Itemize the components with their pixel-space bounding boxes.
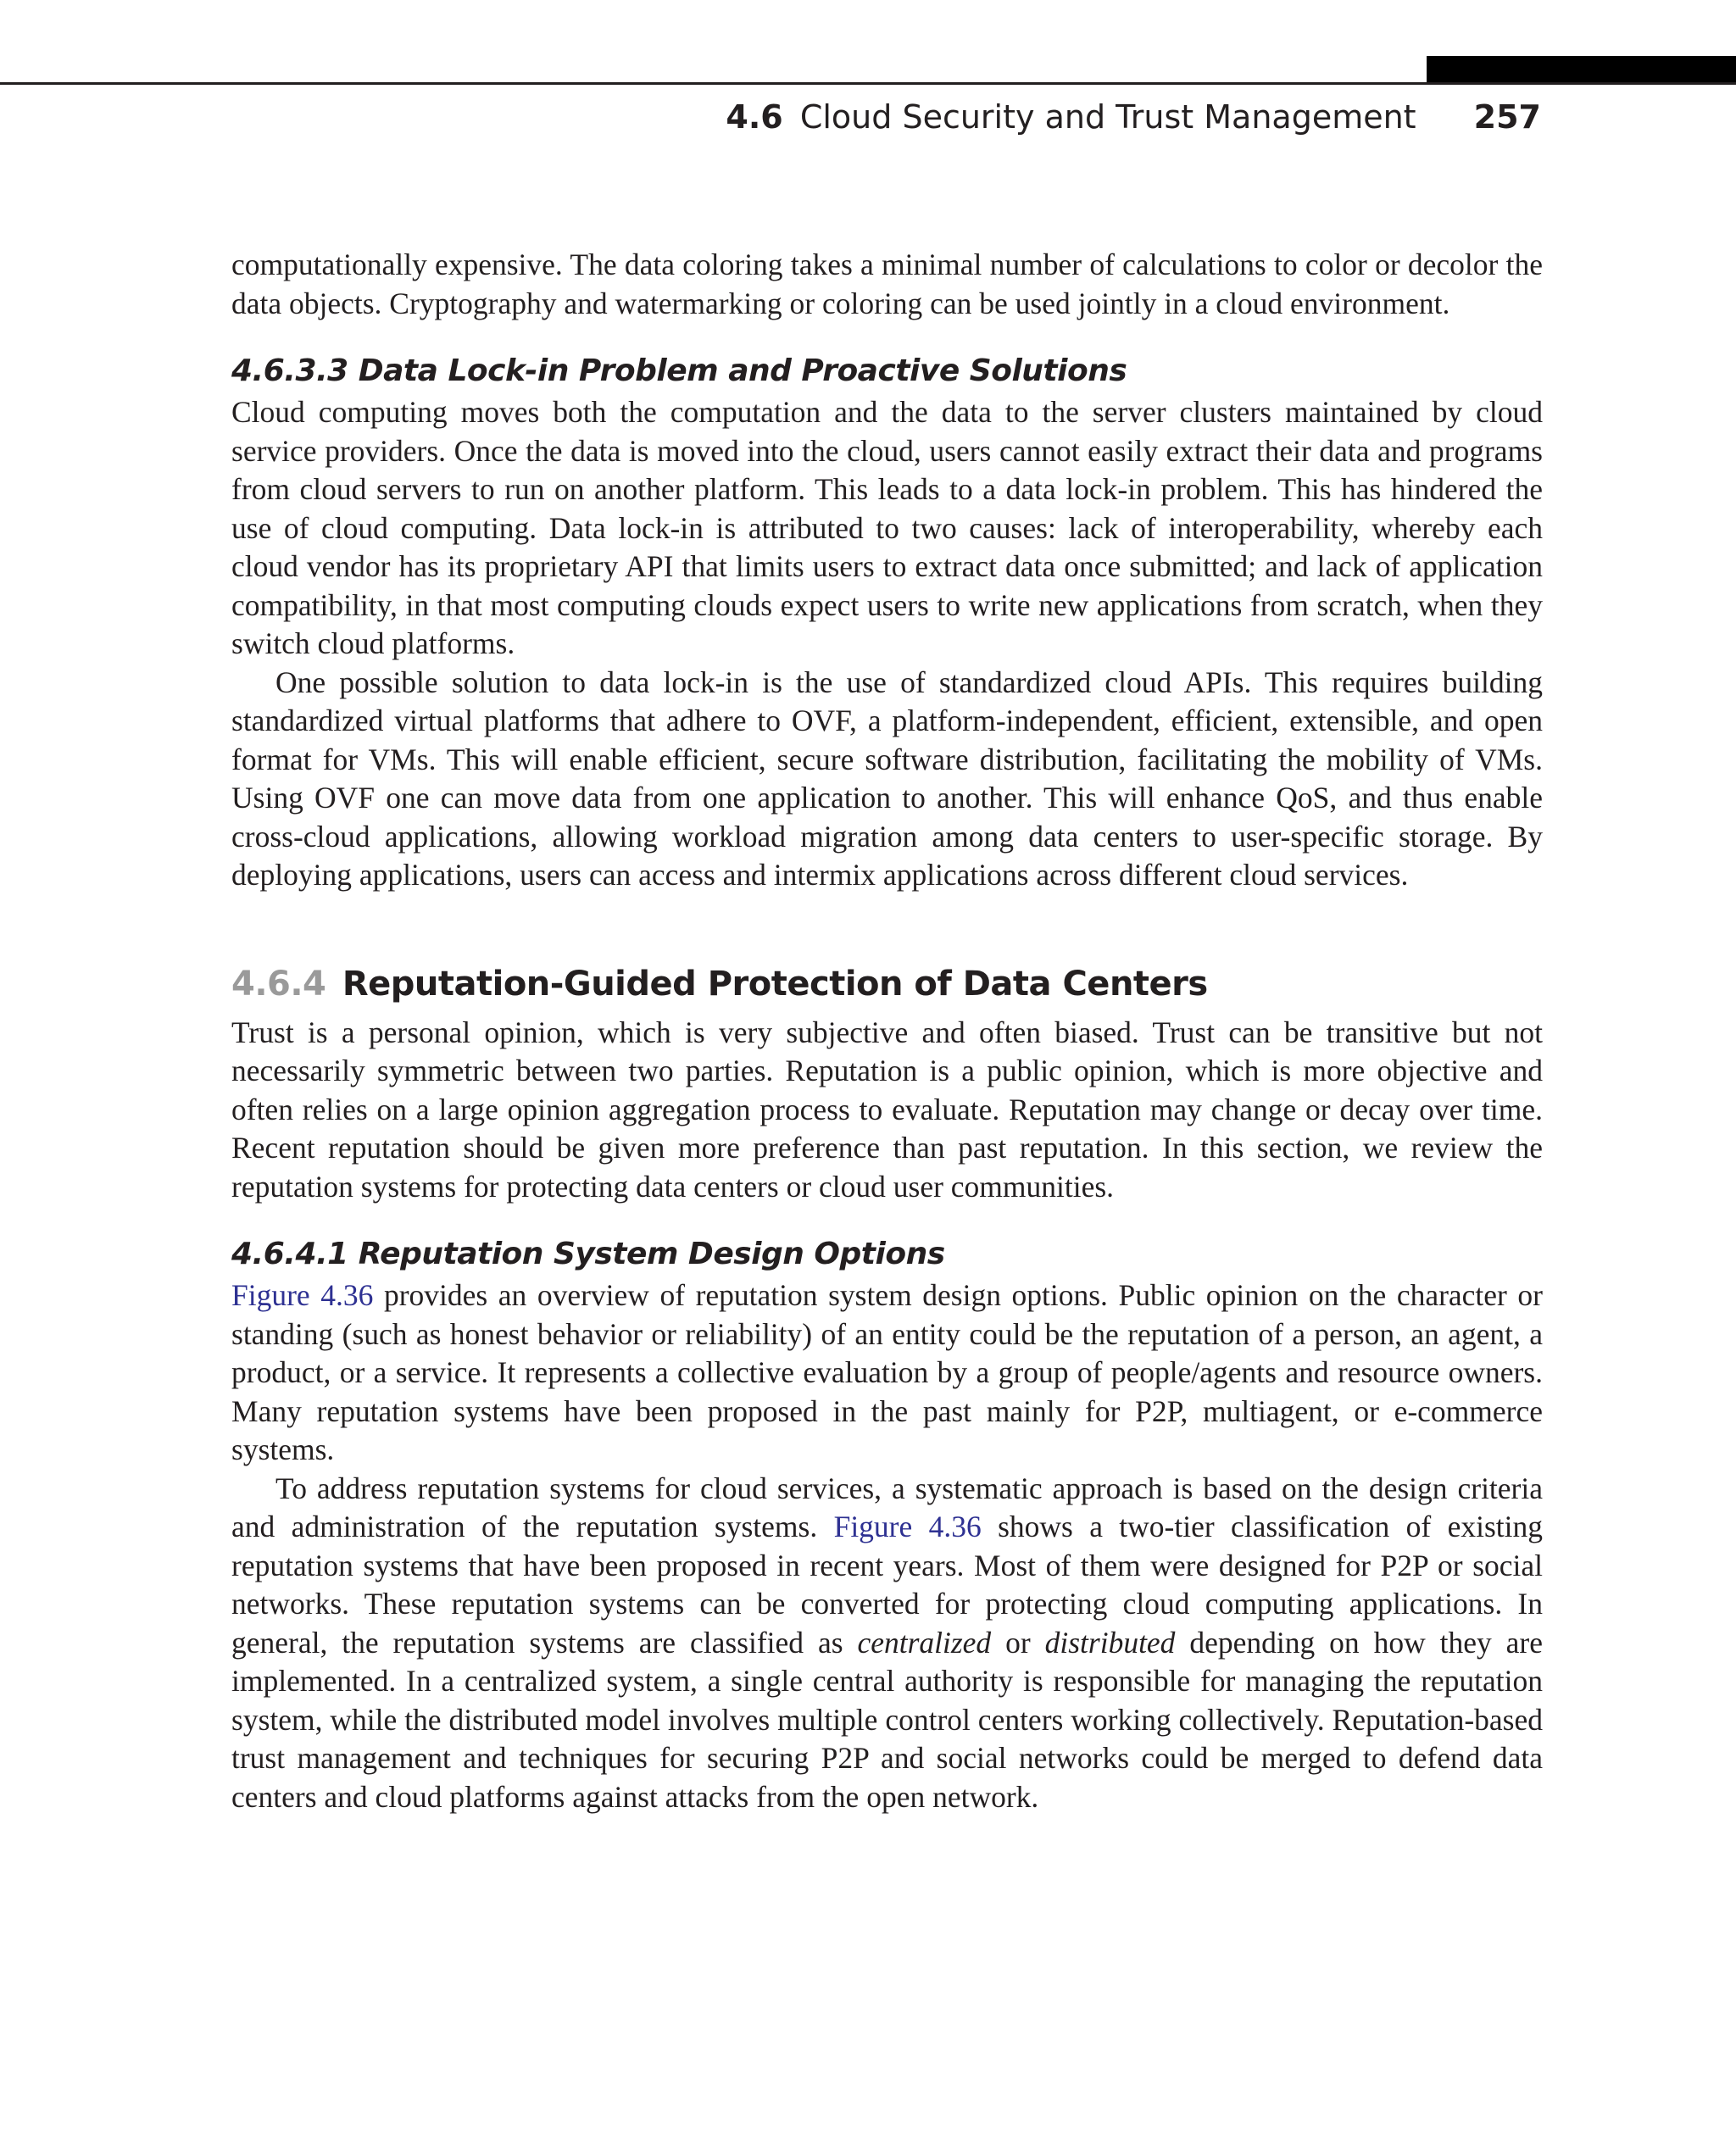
paragraph-text: provides an overview of reputation system design options. Public opinion on the character or standing (such as honest behavior or reliability) of an entity could be the reputation of a person, an agent, a product, or a service. It represents a collective evaluation by a group of people/​agents and resource owners. Many reputation systems have been proposed in the past mainly for P2P, multiagent, or e-commerce systems. (231, 1278, 1543, 1466)
page-number: 257 (1473, 98, 1541, 136)
running-head-section-title: Cloud Security and Trust Management (799, 98, 1416, 136)
term-centralized: centralized (857, 1625, 992, 1660)
paragraph-text: or (991, 1625, 1045, 1660)
heading-4-6-4-number: 4.6.4 (231, 964, 326, 1004)
header-tab-bar (1427, 56, 1736, 85)
page-body (231, 246, 1543, 1816)
paragraph-data-lockin-1: Cloud computing moves both the computation and the data to the server clusters maintained by cloud service providers. Once the data is moved into the cloud, users cannot easily extract their data and programs from cloud servers to run on another platform. This leads to a data lock-in problem. This has hindered the use of cloud computing. Data lock-in is attributed to two causes: lack of interoperability, whereby each cloud vendor has its proprietary API that limits users to extract data once submitted; and lack of application compatibility, in that most computing clouds expect users to write new applications from scratch, when they switch cloud platforms. (231, 395, 1543, 660)
term-distributed: distributed (1044, 1625, 1176, 1660)
heading-4-6-4-title: Reputation-Guided Protection of Data Centers (342, 964, 1208, 1004)
paragraph-data-lockin-2: One possible solution to data lock-in is the use of standardized cloud APIs. This requires building standardized virtual platforms that adhere to OVF, a platform-independent, efficient, extensible, and open format for VMs. This will enable efficient, secure software distribution, facilitating the mobility of VMs. Using OVF one can move data from one application to another. This will enhance QoS, and thus enable cross-cloud applications, allowing workload migration among data centers to user-specific storage. By deploying applications, users can access and intermix applications across different cloud services. (231, 665, 1543, 892)
heading-4-6-4-1: 4.6.4.1 Reputation System Design Options (231, 1237, 945, 1271)
paragraph-design-options-2 (231, 1470, 1543, 1817)
running-head (726, 93, 1541, 141)
header-rule (0, 82, 1736, 85)
paragraph-reputation-intro: Trust is a personal opinion, which is very subjective and often biased. Trust can be transitive but not necessarily symmetric between two parties. Reputation is a public opinion, which is more objective and often relies on a large opinion aggregation process to evaluate. Reputation may change or decay over time. Recent reputation should be given more preference than past reputation. In this section, we review the reputation systems for protecting data centers or cloud user communities. (231, 1015, 1543, 1204)
intro-paragraph: computationally expensive. The data coloring takes a minimal number of calculations to color or decolor the data objects. Cryptography and watermarking or coloring can be used jointly in a cloud environment. (231, 247, 1543, 320)
paragraph-text: depending on how they are implemented. In a centralized system, a single central authority is responsible for managing the reputation system, while the distributed model involves multiple control centers working collectively. Reputation-based trust management and techniques for securing P2P and social networks could be merged to defend data centers and cloud platforms against attacks from the open network. (231, 1625, 1543, 1814)
paragraph-design-options-1 (231, 1276, 1543, 1470)
heading-4-6-4 (231, 963, 1543, 1005)
paragraph-text: To address reputation systems for cloud services, a systematic approach is based on the design criteria and administration of the reputation systems. (231, 1471, 1543, 1543)
figure-4-36-link[interactable]: Figure 4.36 (833, 1510, 982, 1543)
heading-4-6-3-3: 4.6.3.3 Data Lock-in Problem and Proactive Solutions (231, 353, 1127, 388)
paragraph-text: shows a two-tier classification of existing reputation systems that have been proposed in recent years. Most of them were designed for P2P or social networks. These reputation systems can be converted for protecting cloud computing applications. In general, the reputation systems are classified as (231, 1510, 1543, 1660)
figure-4-36-link[interactable]: Figure 4.36 (231, 1278, 374, 1312)
running-head-section-number: 4.6 (726, 98, 783, 136)
